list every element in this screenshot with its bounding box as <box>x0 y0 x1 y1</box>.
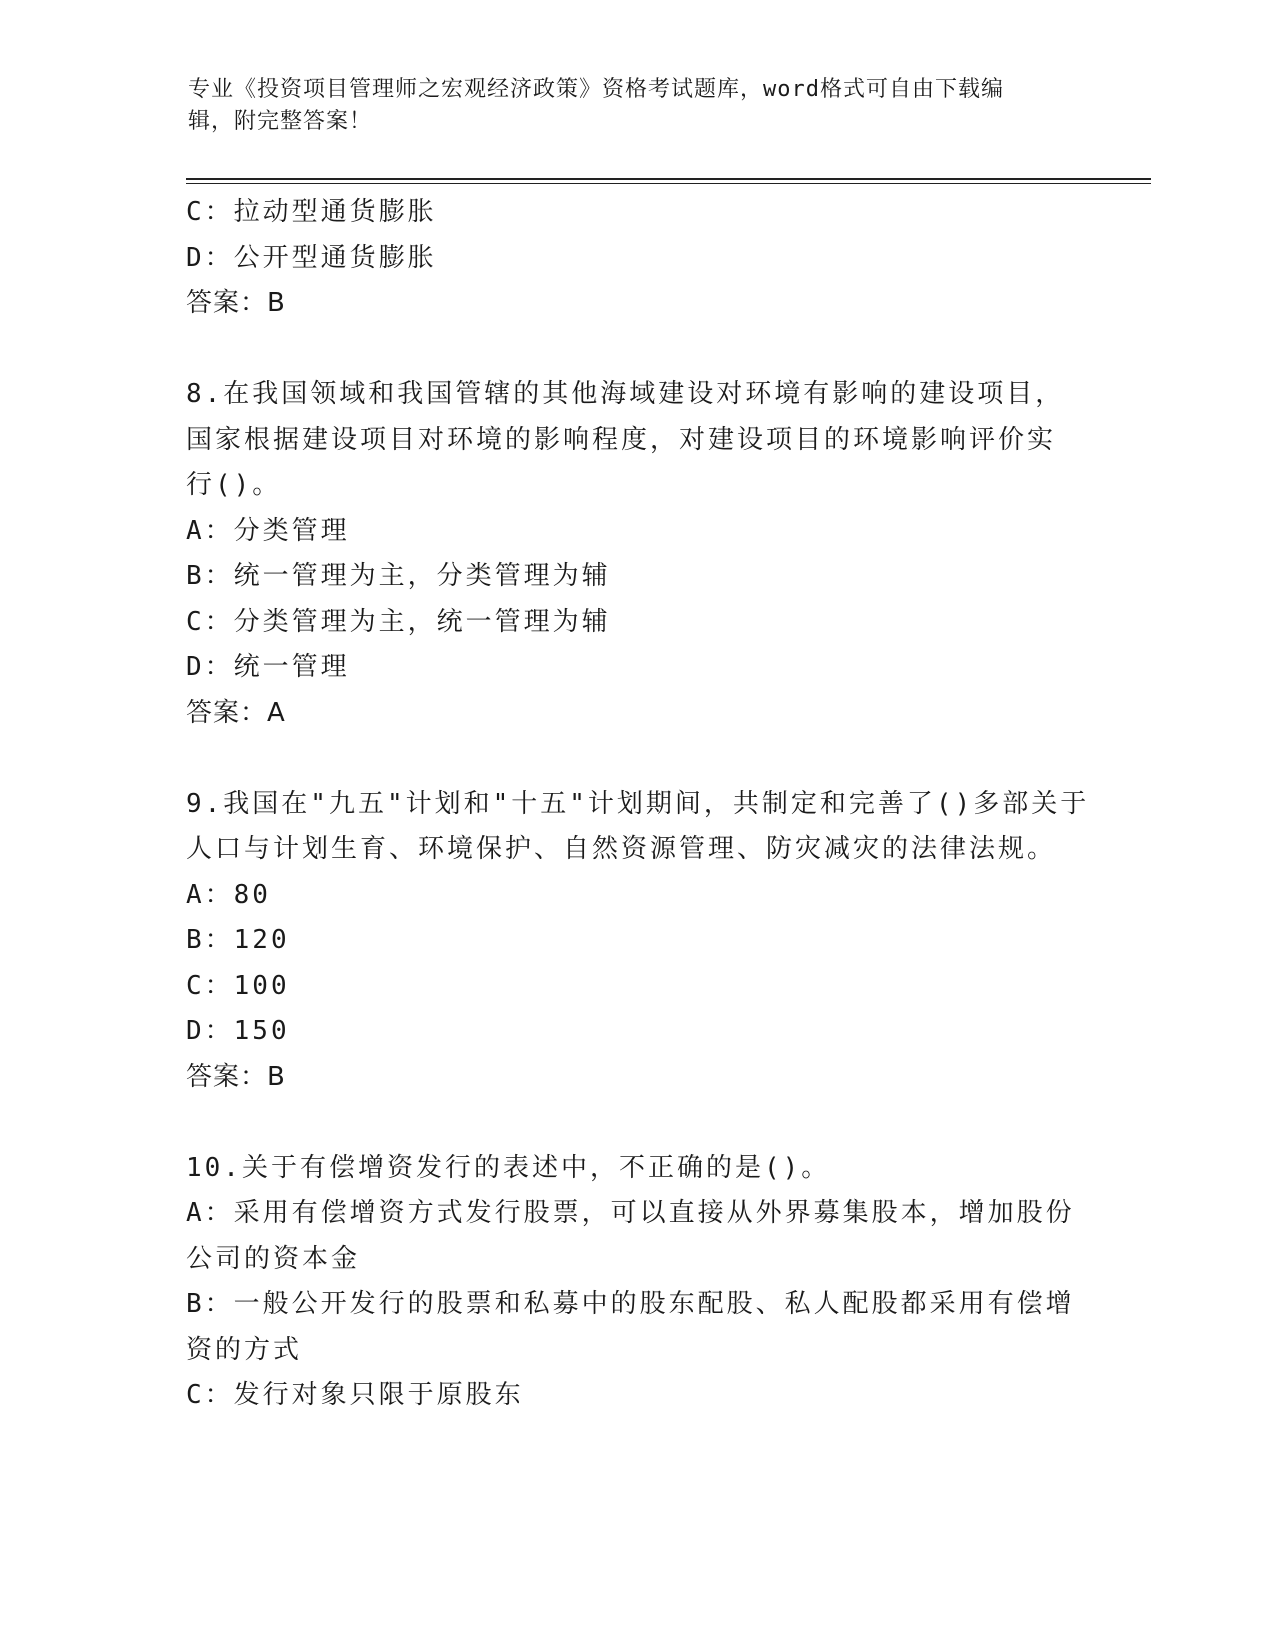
header-rule-thin <box>186 183 1151 184</box>
question-stem-line: 10.关于有偿增资发行的表述中，不正确的是()。 <box>186 1152 831 1183</box>
question-stem-line: 9.我国在"九五"计划和"十五"计划期间，共制定和完善了()多部关于 <box>186 788 1090 819</box>
answer-line: 答案：A <box>186 697 286 728</box>
header-rule-thick <box>186 178 1151 180</box>
spacer <box>186 1100 1086 1146</box>
spacer <box>186 327 1086 373</box>
option-line: 资的方式 <box>186 1334 303 1365</box>
question-stem-line: 行()。 <box>186 470 282 500</box>
option-line: 公司的资本金 <box>186 1243 361 1274</box>
option-line: B：120 <box>186 925 290 955</box>
question-stem-line: 8.在我国领域和我国管辖的其他海域建设对环境有影响的建设项目， <box>186 379 1065 409</box>
question-list <box>186 190 1090 1419</box>
option-line: C：发行对象只限于原股东 <box>186 1380 524 1410</box>
header-line-1: 专业《投资项目管理师之宏观经济政策》资格考试题库，word格式可自由下载编 <box>188 77 1004 102</box>
option-line: C：拉动型通货膨胀 <box>186 197 437 227</box>
option-line: D：统一管理 <box>186 652 350 682</box>
option-line: C：分类管理为主，统一管理为辅 <box>186 606 611 637</box>
answer-line: 答案：B <box>186 288 286 318</box>
question-stem-line: 国家根据建设项目对环境的影响程度，对建设项目的环境影响评价实 <box>186 424 1057 455</box>
spacer <box>186 736 1086 782</box>
header-line-2: 辑，附完整答案！ <box>188 109 373 134</box>
option-line: A：采用有偿增资方式发行股票，可以直接从外界募集股本，增加股份 <box>186 1198 1075 1228</box>
option-line: B：统一管理为主，分类管理为辅 <box>186 561 611 591</box>
question-stem-line: 人口与计划生育、环境保护、自然资源管理、防灾减灾的法律法规。 <box>186 834 1057 864</box>
option-line: A：80 <box>186 879 271 910</box>
answer-line: 答案：B <box>186 1061 286 1092</box>
option-line: C：100 <box>186 970 290 1001</box>
option-line: D：150 <box>186 1016 290 1046</box>
option-line: B：一般公开发行的股票和私募中的股东配股、私人配股都采用有偿增 <box>186 1289 1075 1319</box>
option-line: A：分类管理 <box>186 515 350 546</box>
document-header <box>188 74 1068 138</box>
option-line: D：公开型通货膨胀 <box>186 242 437 273</box>
